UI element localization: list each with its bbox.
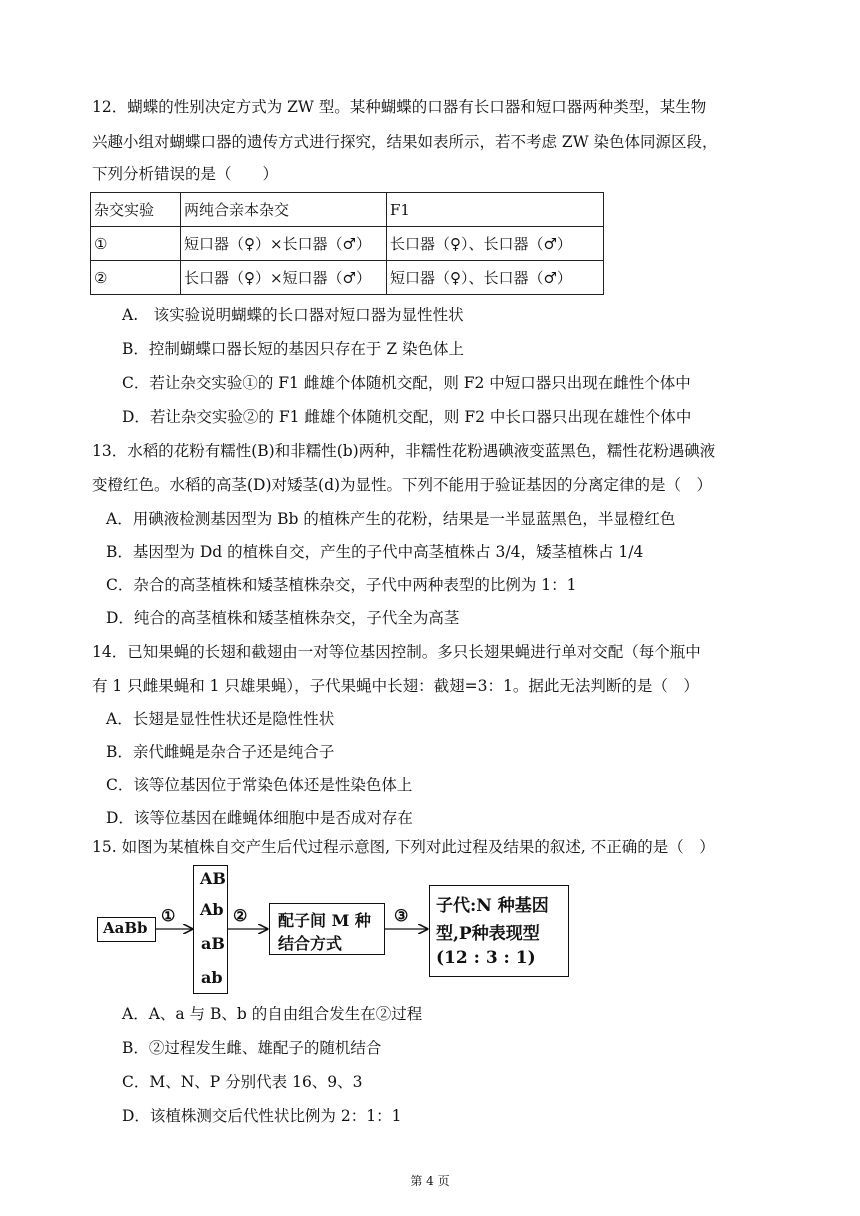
- table-cell: ②: [91, 261, 181, 295]
- parent-genotype: AaBb: [103, 919, 148, 937]
- combination-box: [269, 903, 385, 955]
- q13-option-b: B．基因型为 Dd 的植株自交，产生的子代中高茎植株占 3/4，矮茎植株占 1/4: [106, 543, 644, 561]
- q15-option-c: C．M、N、P 分别代表 16、9、3: [122, 1073, 363, 1091]
- q15-option-d: D．该植株测交后代性状比例为 2：1：1: [122, 1107, 402, 1125]
- q15-process-diagram: [94, 860, 584, 1010]
- q12-stem-line-3: 下列分析错误的是（ ）: [92, 165, 279, 183]
- offspring-line-2: 型,P种表现型: [436, 924, 540, 944]
- combination-line-2: 结合方式: [278, 934, 343, 953]
- q12-stem-line-2: 兴趣小组对蝴蝶口器的遗传方式进行探究，结果如表所示，若不考虑 ZW 染色体同源区段，: [92, 133, 718, 151]
- combination-line-1: 配子间 M 种: [278, 911, 371, 930]
- q12-experiment-table: [90, 192, 604, 295]
- gamete-ab-lower: ab: [201, 968, 223, 987]
- q12-option-a: A. 该实验说明蝴蝶的长口器对短口器为显性性状: [122, 306, 464, 324]
- table-cell: 长口器（♀）、长口器（♂）: [387, 227, 604, 261]
- table-cell: 短口器（♀）×长口器（♂）: [181, 227, 387, 261]
- q12-option-d: D．若让杂交实验②的 F1 雌雄个体随机交配，则 F2 中长口器只出现在雄性个体中: [122, 408, 692, 426]
- q14-option-a: A．长翅是显性性状还是隐性性状: [106, 710, 335, 728]
- table-row: [91, 227, 604, 261]
- table-cell: 长口器（♀）×短口器（♂）: [181, 261, 387, 295]
- q15-stem: 15. 如图为某植株自交产生后代过程示意图, 下列对此过程及结果的叙述, 不正确的是（ ）: [92, 838, 715, 856]
- step-2-label: ②: [233, 906, 248, 925]
- parent-genotype-box: [97, 917, 156, 942]
- table-cell: 短口器（♀）、长口器（♂）: [387, 261, 604, 295]
- gamete-ab-mixed: Ab: [200, 900, 224, 919]
- q14-option-b: B．亲代雌蝇是杂合子还是纯合子: [106, 743, 335, 761]
- q15-option-b: B．②过程发生雌、雄配子的随机结合: [122, 1039, 382, 1057]
- offspring-box: [429, 885, 569, 977]
- q14-option-d: D．该等位基因在雌蝇体细胞中是否成对存在: [106, 809, 413, 827]
- table-header-cell: 杂交实验: [91, 193, 181, 227]
- offspring-line-1: 子代:N 种基因: [436, 896, 549, 916]
- table-cell: ①: [91, 227, 181, 261]
- q12-stem-line-1: 12．蝴蝶的性别决定方式为 ZW 型。某种蝴蝶的口器有长口器和短口器两种类型，某生物: [92, 98, 707, 116]
- table-header-cell: F1: [387, 193, 604, 227]
- gamete-ab-lower-upper: aB: [201, 934, 225, 953]
- q13-option-a: A．用碘液检测基因型为 Bb 的植株产生的花粉，结果是一半显蓝黑色，半显橙红色: [106, 510, 676, 528]
- step-1-label: ①: [161, 906, 176, 925]
- q13-stem-line-2: 变橙红色。水稻的高茎(D)对矮茎(d)为显性。下列不能用于验证基因的分离定律的是（ ）: [92, 476, 713, 494]
- q12-option-b: B．控制蝴蝶口器长短的基因只存在于 Z 染色体上: [122, 340, 465, 358]
- table-header-row: [91, 193, 604, 227]
- page-number: 第 4 页: [410, 1174, 450, 1188]
- q14-stem-line-2: 有 1 只雌果蝇和 1 只雄果蝇），子代果蝇中长翅：截翅=3：1。据此无法判断的是（ ）: [92, 677, 699, 695]
- q13-option-c: C．杂合的高茎植株和矮茎植株杂交，子代中两种表型的比例为 1：1: [106, 576, 577, 594]
- gametes-box: [193, 865, 228, 994]
- table-row: [91, 261, 604, 295]
- q13-option-d: D．纯合的高茎植株和矮茎植株杂交，子代全为高茎: [106, 609, 460, 627]
- q14-stem-line-1: 14．已知果蝇的长翅和截翅由一对等位基因控制。多只长翅果蝇进行单对交配（每个瓶中: [92, 643, 701, 661]
- gamete-ab-upper: AB: [200, 869, 226, 888]
- step-3-label: ③: [394, 906, 409, 925]
- q13-stem-line-1: 13．水稻的花粉有糯性(B)和非糯性(b)两种，非糯性花粉遇碘液变蓝黑色，糯性花粉遇碘液: [92, 442, 716, 460]
- offspring-ratio: (12 : 3 : 1): [436, 948, 536, 968]
- q12-option-c: C．若让杂交实验①的 F1 雌雄个体随机交配，则 F2 中短口器只出现在雌性个体中: [122, 374, 691, 392]
- q15-option-a: A．A、a 与 B、b 的自由组合发生在②过程: [122, 1005, 423, 1023]
- q14-option-c: C．该等位基因位于常染色体还是性染色体上: [106, 776, 413, 794]
- table-header-cell: 两纯合亲本杂交: [181, 193, 387, 227]
